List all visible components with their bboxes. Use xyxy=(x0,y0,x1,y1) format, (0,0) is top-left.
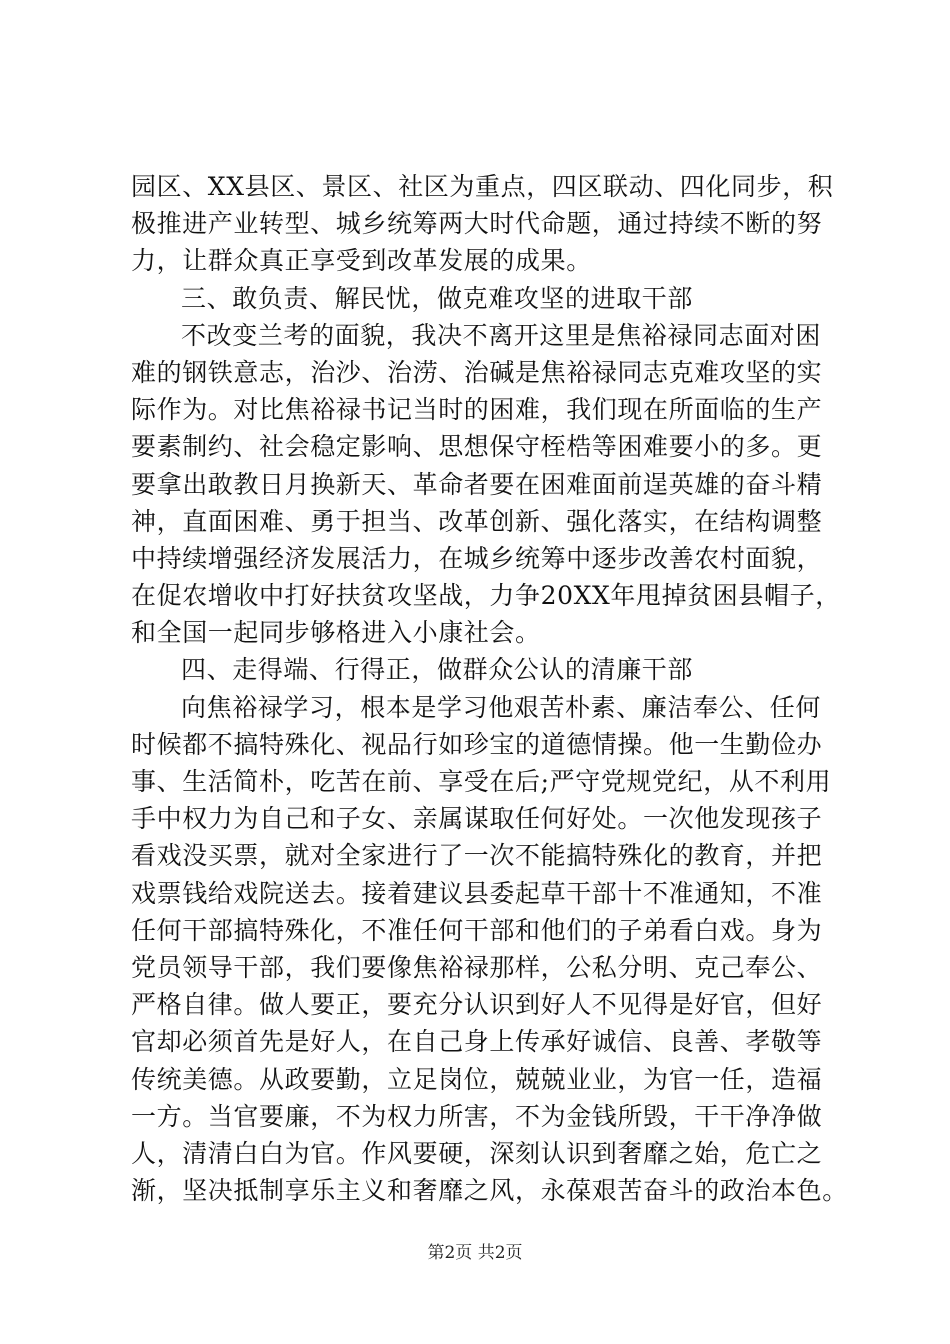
text-line: 园区、XX县区、景区、社区为重点，四区联动、四化同步，积 xyxy=(131,172,834,201)
text-line: 手中权力为自己和子女、亲属谋取任何好处。一次他发现孩子 xyxy=(131,804,823,834)
text-line: 要拿出敢教日月换新天、革命者要在困难面前逞英雄的奋斗精 xyxy=(131,469,823,499)
text-line: 任何干部搞特殊化，不准任何干部和他们的子弟看白戏。身为 xyxy=(131,915,823,945)
text-line: 在促农增收中打好扶贫攻坚战，力争20XX年甩掉贫困县帽子， xyxy=(131,581,841,611)
text-line: 看戏没买票，就对全家进行了一次不能搞特殊化的教育，并把 xyxy=(131,841,823,871)
text-line: 力，让群众真正享受到改革发展的成果。 xyxy=(131,246,592,276)
text-line: 中持续增强经济发展活力，在城乡统筹中逐步改善农村面貌， xyxy=(131,543,823,573)
text-line: 向焦裕禄学习，根本是学习他艰苦朴素、廉洁奉公、任何 xyxy=(181,692,822,722)
heading-line: 四、走得端、行得正，做群众公认的清廉干部 xyxy=(181,655,694,685)
text-line: 事、生活简朴，吃苦在前、享受在后;严守党规党纪，从不利用 xyxy=(131,767,832,796)
text-line: 和全国一起同步够格进入小康社会。 xyxy=(131,618,541,648)
text-line: 党员领导干部，我们要像焦裕禄那样，公私分明、克己奉公、 xyxy=(131,952,823,982)
heading-line: 三、敢负责、解民忧，做克难攻坚的进取干部 xyxy=(181,283,694,313)
page-number-label: 第2页 共2页 xyxy=(427,1243,523,1263)
text-line: 戏票钱给戏院送去。接着建议县委起草干部十不准通知，不准 xyxy=(131,878,823,908)
text-line: 时候都不搞特殊化、视品行如珍宝的道德情操。他一生勤俭办 xyxy=(131,729,823,759)
text-line: 官却必须首先是好人，在自己身上传承好诚信、良善、孝敬等 xyxy=(131,1027,823,1057)
text-line: 极推进产业转型、城乡统筹两大时代命题，通过持续不断的努 xyxy=(131,209,823,239)
text-line: 渐，坚决抵制享乐主义和奢靡之风，永葆艰苦奋斗的政治本色。 xyxy=(131,1176,848,1206)
section-heading-4 xyxy=(131,651,831,688)
text-line: 一方。当官要廉，不为权力所害，不为金钱所毁，干干净净做 xyxy=(131,1101,823,1131)
text-line: 严格自律。做人要正，要充分认识到好人不见得是好官，但好 xyxy=(131,990,823,1020)
text-line: 神，直面困难、勇于担当、改革创新、强化落实，在结构调整 xyxy=(131,506,823,536)
text-line: 人，清清白白为官。作风要硬，深刻认识到奢靡之始，危亡之 xyxy=(131,1138,823,1168)
paragraph-continuation xyxy=(131,168,834,280)
paragraph-section-4 xyxy=(131,689,848,1210)
text-line: 难的钢铁意志，治沙、治涝、治碱是焦裕禄同志克难攻坚的实 xyxy=(131,357,823,387)
text-line: 际作为。对比焦裕禄书记当时的困难，我们现在所面临的生产 xyxy=(131,395,823,425)
paragraph-section-3 xyxy=(131,317,841,652)
text-line: 要素制约、社会稳定影响、思想保守桎梏等困难要小的多。更 xyxy=(131,432,823,462)
text-line: 不改变兰考的面貌，我决不离开这里是焦裕禄同志面对困 xyxy=(181,320,822,350)
document-body xyxy=(131,168,848,1209)
text-line: 传统美德。从政要勤，立足岗位，兢兢业业，为官一任，造福 xyxy=(131,1064,823,1094)
page-footer xyxy=(0,1242,950,1264)
section-heading-3 xyxy=(131,280,831,317)
